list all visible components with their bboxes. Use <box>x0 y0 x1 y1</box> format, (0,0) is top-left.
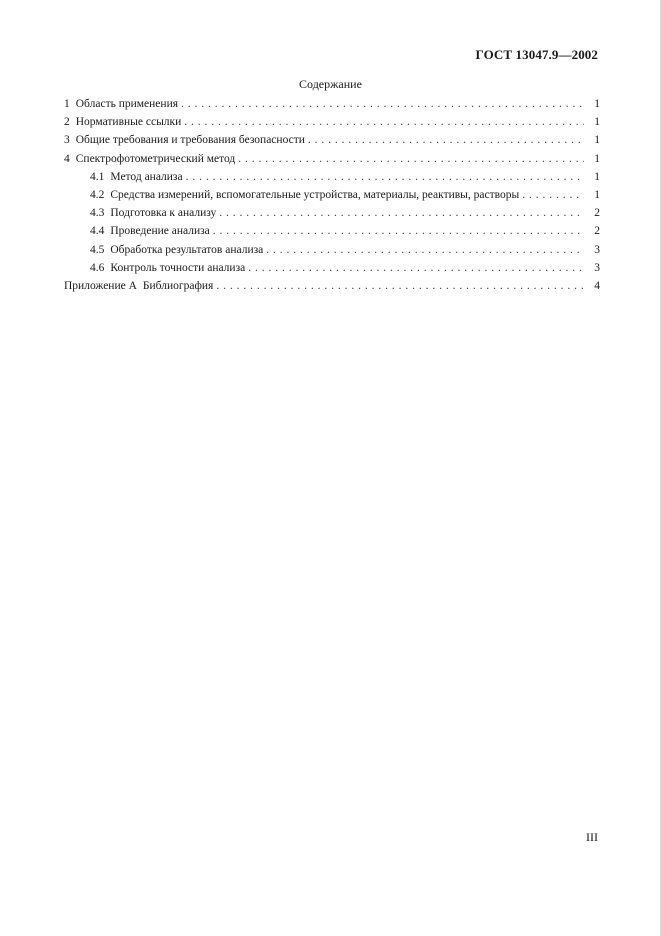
table-of-contents <box>64 98 600 298</box>
toc-entry-3[interactable] <box>64 134 600 152</box>
toc-entry-number: Приложение А <box>64 279 137 292</box>
toc-entry-page: 3 <box>594 261 600 274</box>
toc-leader-dots <box>266 244 584 256</box>
toc-leader-dots <box>238 153 584 165</box>
toc-entry-page: 1 <box>594 152 600 165</box>
toc-title: Содержание <box>299 77 362 91</box>
page-number: III <box>586 830 598 844</box>
toc-entry-number: 4.5 <box>90 243 105 256</box>
toc-leader-dots <box>184 116 584 128</box>
toc-entry-page: 1 <box>594 116 600 129</box>
toc-entry-label: Нормативные ссылки <box>75 116 182 129</box>
toc-entry-page: 4 <box>594 279 600 292</box>
toc-entry-label: Контроль точности анализа <box>110 261 246 274</box>
toc-entry-label: Общие требования и требования безопасности <box>75 134 305 147</box>
toc-entry-label: Подготовка к анализу <box>110 207 217 220</box>
toc-entry-4-4[interactable] <box>64 225 600 243</box>
toc-entry-number: 4.1 <box>90 170 105 183</box>
toc-entry-page: 3 <box>594 243 600 256</box>
toc-entry-number: 4 <box>64 152 70 165</box>
toc-entry-label: Средства измерений, вспомогательные устройства, материалы, реактивы, растворы <box>110 188 520 201</box>
toc-entry-appendix-a[interactable] <box>64 280 600 298</box>
toc-entry-1[interactable] <box>64 98 600 116</box>
toc-entry-label: Проведение анализа <box>110 225 210 238</box>
toc-entry-4-1[interactable] <box>64 171 600 189</box>
toc-entry-page: 2 <box>594 207 600 220</box>
toc-entry-4-6[interactable] <box>64 262 600 280</box>
toc-entry-number: 3 <box>64 134 70 147</box>
toc-leader-dots <box>186 171 584 183</box>
toc-entry-number: 4.6 <box>90 261 105 274</box>
toc-entry-label: Библиография <box>142 279 214 292</box>
toc-entry-page: 1 <box>594 170 600 183</box>
toc-leader-dots <box>213 225 584 237</box>
toc-entry-page: 2 <box>594 225 600 238</box>
toc-entry-number: 4.2 <box>90 188 105 201</box>
toc-entry-label: Метод анализа <box>110 170 183 183</box>
toc-entry-number: 2 <box>64 116 70 129</box>
toc-entry-label: Спектрофотометрический метод <box>75 152 236 165</box>
toc-entry-2[interactable] <box>64 116 600 134</box>
toc-entry-4-5[interactable] <box>64 244 600 262</box>
toc-leader-dots <box>216 280 584 292</box>
toc-entry-page: 1 <box>594 134 600 147</box>
toc-leader-dots <box>522 189 584 201</box>
toc-entry-number: 4.3 <box>90 207 105 220</box>
toc-entry-4-2[interactable] <box>64 189 600 207</box>
document-code: ГОСТ 13047.9—2002 <box>475 47 598 62</box>
toc-leader-dots <box>181 98 584 110</box>
toc-leader-dots <box>248 262 584 274</box>
toc-leader-dots <box>219 207 584 219</box>
toc-entry-4-3[interactable] <box>64 207 600 225</box>
toc-entry-label: Область применения <box>75 98 179 110</box>
toc-entry-page: 1 <box>594 188 600 201</box>
toc-entry-4[interactable] <box>64 153 600 171</box>
toc-entry-number: 1 <box>64 98 70 110</box>
toc-entry-label: Обработка результатов анализа <box>110 243 264 256</box>
toc-entry-page: 1 <box>594 98 600 110</box>
toc-leader-dots <box>308 134 584 146</box>
toc-entry-number: 4.4 <box>90 225 105 238</box>
